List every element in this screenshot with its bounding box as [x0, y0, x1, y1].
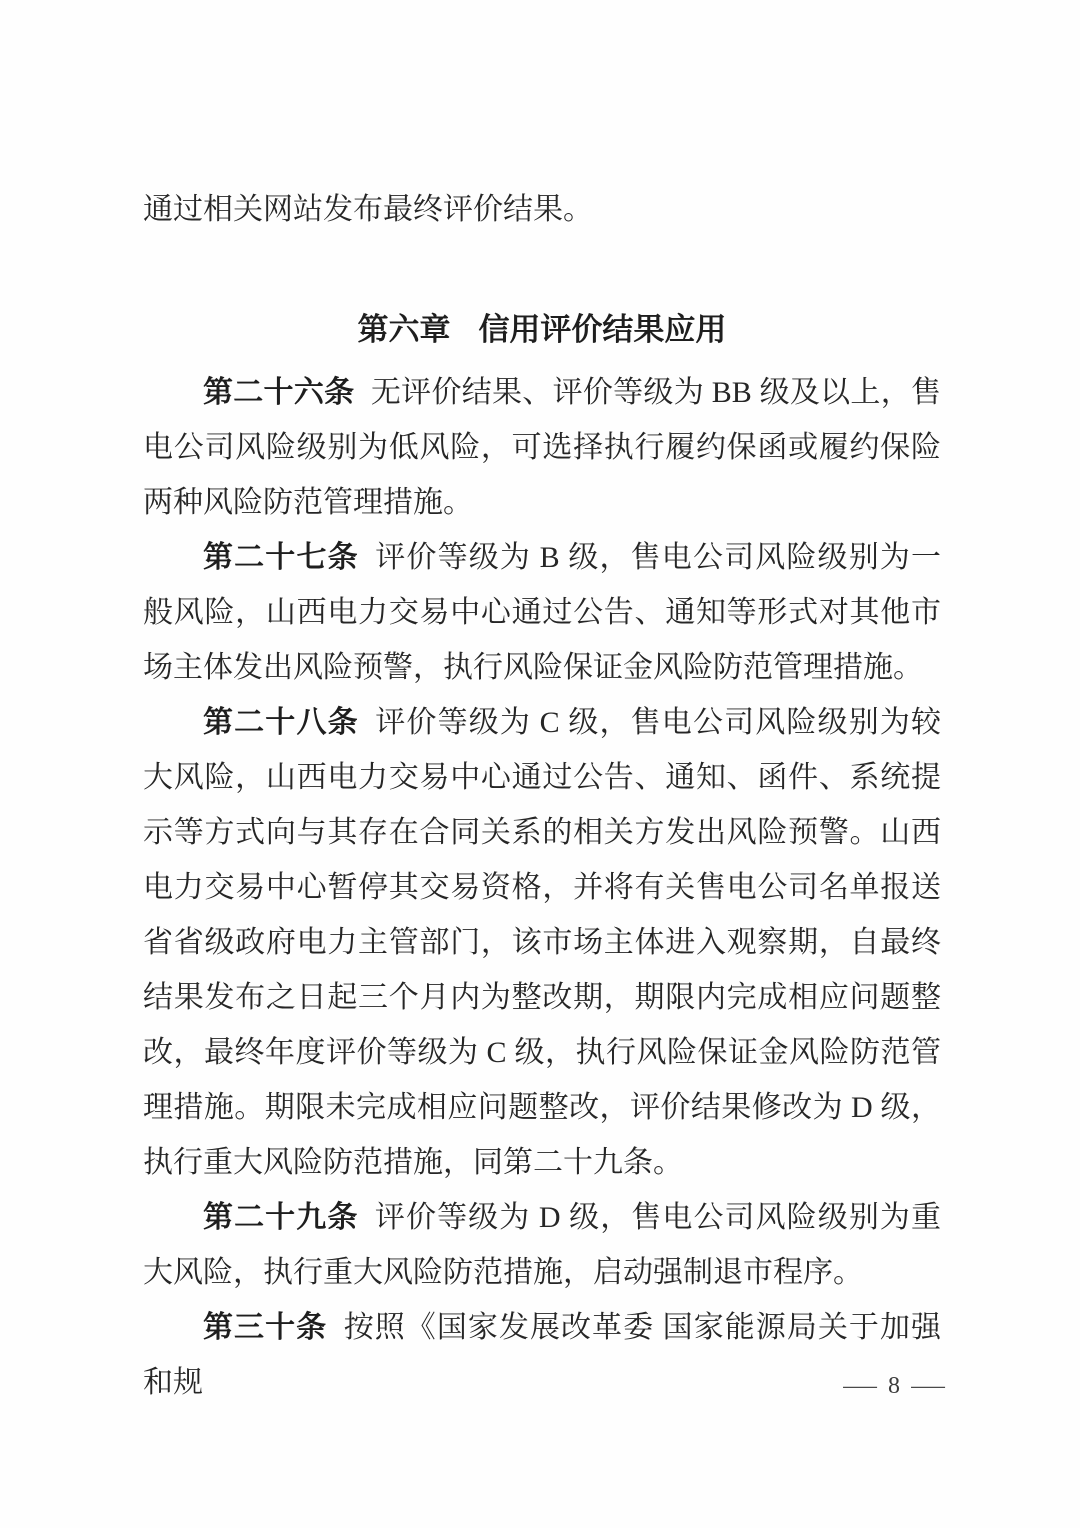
article-text: 评价等级为 D 级，售电公司风险级别为重大风险，执行重大风险防范措施，启动强制退市程序。	[143, 1201, 942, 1289]
chapter-label: 第六章	[357, 312, 451, 347]
article-paragraph-28	[143, 695, 941, 1190]
article-term: 第二十八条	[203, 706, 359, 739]
article-term: 第二十七条	[203, 541, 359, 574]
footer-dash-right: —	[911, 1373, 945, 1399]
article-text: 评价等级为 C 级，售电公司风险级别为较大风险，山西电力交易中心通过公告、通知、函件、系统提示等方式向与其存在合同关系的相关方发出风险预警。山西电力交易中心暂停其交易资格，并将有关售电公司名单报送省省级政府电力主管部门，该市场主体进入观察期，自最终结果发布之日起三个月内为整改期，期限内完成相应问题整改，最终年度评价等级为 C 级，执行风险保证金风险防范管理措施。期限未完成相应问题整改，评价结果修改为 D 级，执行重大风险防范措施，同第二十九条。	[143, 706, 942, 1179]
page-content	[143, 182, 941, 1410]
article-text: 评价等级为 B 级，售电公司风险级别为一般风险，山西电力交易中心通过公告、通知等形式对其他市场主体发出风险预警，执行风险保证金风险防范管理措施。	[143, 541, 942, 684]
chapter-heading	[143, 301, 941, 359]
page-number: 8	[888, 1373, 900, 1399]
chapter-title: 信用评价结果应用	[478, 312, 727, 347]
article-term: 第二十六条	[203, 376, 355, 409]
article-paragraph-26	[143, 365, 941, 530]
continuation-text: 通过相关网站发布最终评价结果。	[143, 193, 593, 226]
footer-dash-left: —	[843, 1373, 877, 1399]
article-paragraph-29	[143, 1190, 941, 1300]
page-footer	[843, 1373, 945, 1399]
article-term: 第三十条	[203, 1311, 328, 1344]
article-term: 第二十九条	[203, 1201, 359, 1234]
article-paragraph-27	[143, 530, 941, 695]
article-text: 无评价结果、评价等级为 BB 级及以上，售电公司风险级别为低风险，可选择执行履约保函或履约保险两种风险防范管理措施。	[143, 376, 941, 519]
article-paragraph-30	[143, 1300, 941, 1410]
article-text: 按照《国家发展改革委 国家能源局关于加强和规	[143, 1311, 942, 1399]
